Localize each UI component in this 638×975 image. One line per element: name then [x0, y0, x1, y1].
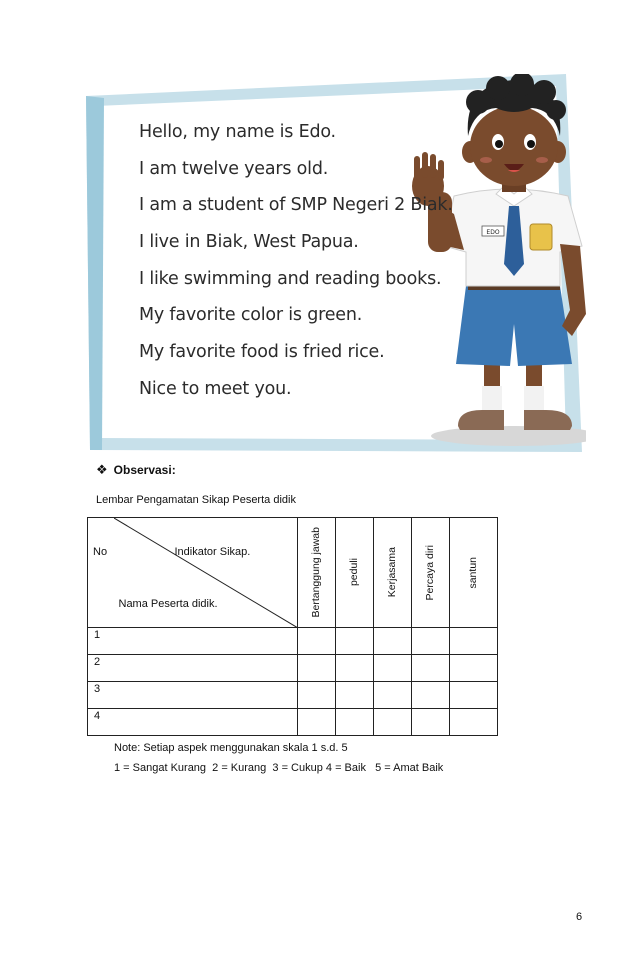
score-cell[interactable] [450, 628, 498, 655]
observasi-heading-text: Observasi: [113, 463, 176, 477]
score-cell[interactable] [298, 709, 336, 736]
observation-table [87, 517, 498, 736]
sheet-title: Lembar Pengamatan Sikap Peserta didik [96, 494, 296, 506]
header-indicator-4 [412, 518, 450, 628]
score-cell[interactable] [336, 628, 374, 655]
score-cell[interactable] [336, 682, 374, 709]
intro-line: My favorite food is fried rice. [139, 342, 385, 363]
row-number: 3 [88, 682, 114, 709]
score-cell[interactable] [412, 628, 450, 655]
table-row [88, 655, 498, 682]
header-indicator-5 [450, 518, 498, 628]
row-number: 1 [88, 628, 114, 655]
score-cell[interactable] [374, 655, 412, 682]
score-cell[interactable] [412, 682, 450, 709]
observasi-heading [96, 462, 176, 478]
score-cell[interactable] [450, 682, 498, 709]
diamond-bullet-icon: ❖ [96, 462, 108, 477]
score-cell[interactable] [336, 655, 374, 682]
row-number: 4 [88, 709, 114, 736]
intro-line: Hello, my name is Edo. [139, 122, 336, 142]
student-name-cell[interactable] [114, 628, 298, 655]
intro-line: I like swimming and reading books. [139, 268, 442, 289]
header-indicator-2 [336, 518, 374, 628]
indicator-label: Percaya diri [424, 544, 436, 601]
score-cell[interactable] [450, 709, 498, 736]
header-diagonal-cell [114, 518, 298, 628]
table-row [88, 628, 498, 655]
header-indicator-3 [374, 518, 412, 628]
diagonal-line [114, 518, 298, 628]
student-name-cell[interactable] [114, 682, 298, 709]
score-cell[interactable] [374, 682, 412, 709]
table-row [88, 709, 498, 736]
indicator-label: Kerjasama [386, 547, 398, 598]
header-indicator: Indikator Sikap. [174, 546, 251, 558]
row-number: 2 [88, 655, 114, 682]
student-name-cell[interactable] [114, 655, 298, 682]
scale-note: Note: Setiap aspek menggunakan skala 1 s.d. 5 [114, 742, 348, 754]
intro-line: I live in Biak, West Papua. [139, 232, 359, 253]
indicator-label: peduli [348, 558, 360, 587]
score-cell[interactable] [336, 709, 374, 736]
score-cell[interactable] [374, 628, 412, 655]
intro-illustration [86, 74, 586, 454]
page-number: 6 [576, 911, 583, 923]
intro-line: I am a student of SMP Negeri 2 Biak. [139, 195, 453, 216]
indicator-label: Bertanggung jawab [310, 527, 322, 618]
score-cell[interactable] [412, 709, 450, 736]
header-no: No [93, 546, 108, 558]
score-cell[interactable] [298, 655, 336, 682]
score-cell[interactable] [374, 709, 412, 736]
table-row [88, 682, 498, 709]
header-student-name: Nama Peserta didik. [118, 598, 218, 610]
header-indicator-1 [298, 518, 336, 628]
intro-line: I am twelve years old. [139, 158, 329, 179]
indicator-label: santun [467, 556, 479, 589]
intro-line: Nice to meet you. [139, 378, 292, 399]
header-no-cell [88, 518, 114, 628]
score-cell[interactable] [450, 655, 498, 682]
student-name-cell[interactable] [114, 709, 298, 736]
table-header-row [88, 518, 498, 628]
score-cell[interactable] [412, 655, 450, 682]
name-tag: EDO [486, 229, 500, 236]
score-cell[interactable] [298, 682, 336, 709]
scale-legend: 1 = Sangat Kurang 2 = Kurang 3 = Cukup 4 = Baik 5 = Amat Baik [114, 762, 444, 774]
score-cell[interactable] [298, 628, 336, 655]
intro-text [139, 118, 453, 412]
intro-line: My favorite color is green. [139, 305, 363, 326]
